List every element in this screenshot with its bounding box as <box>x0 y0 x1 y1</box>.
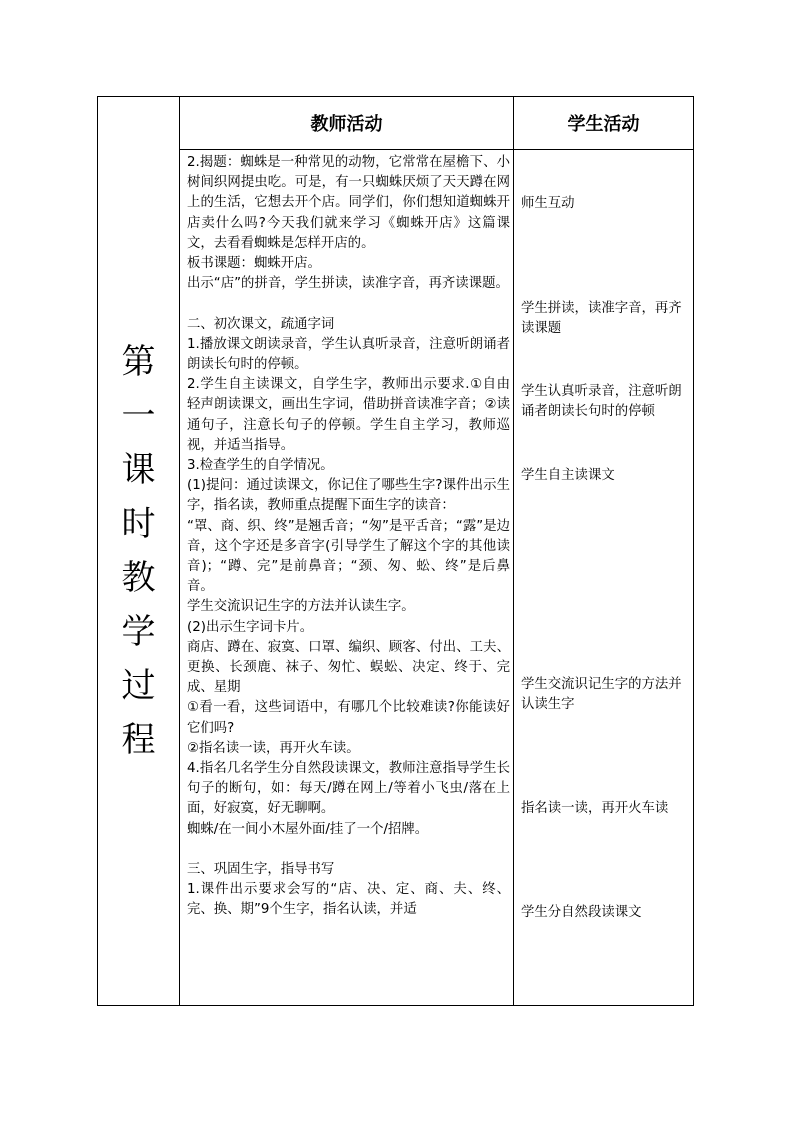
lesson-period-label <box>98 97 179 1005</box>
side-char: 一 <box>121 396 156 436</box>
teacher-paragraph: 2.揭题：蜘蛛是一种常见的动物，它常常在屋檐下、小树间织网提虫吃。可是，有一只蜘蛛厌烦了天天蹲在网上的生活，它想去开个店。同学们，你们想知道蜘蛛开店卖什么吗?今天我们就来学习《蜘蛛开店》这篇课文，去看看蜘蛛是怎样开店的。 <box>187 155 510 251</box>
teacher-paragraph-blank <box>187 840 510 860</box>
teacher-section-heading: 三、巩固生字，指导书写 <box>187 862 335 878</box>
teacher-paragraph: 1.课件出示要求会写的“店、决、定、商、夫、终、完、换、期”9个生字，指名认读，并适 <box>187 882 510 918</box>
teacher-paragraph: 1.播放课文朗读录音，学生认真听录音，注意听朗诵者朗读长句时的停顿。 <box>187 336 510 373</box>
side-char: 课 <box>121 450 156 490</box>
student-note: 学生分自然段读课文 <box>521 905 642 920</box>
teacher-paragraph: 学生交流识记生字的方法并认读生字。 <box>187 599 415 615</box>
teacher-paragraph: 商店、蹲在、寂寞、口罩、编织、顾客、付出、工夫、更换、长颈鹿、袜子、匆忙、蜈蚣、决定、终于、完成、星期 <box>187 639 510 696</box>
teacher-section-heading: 二、初次课文，疏通字词 <box>187 316 335 332</box>
table-border-right <box>693 96 694 1006</box>
teacher-paragraph: “罩、商、织、终”是翘舌音；“匆”是平舌音；“露”是边音，这个字还是多音字(引导学生了解这个字的其他读音)；“蹲、完”是前鼻音；“颈、匆、蚣、终”是后鼻音。 <box>187 518 510 595</box>
teacher-paragraph: 板书课题：蜘蛛开店。 <box>187 256 321 272</box>
side-char: 过 <box>121 666 156 706</box>
side-char: 教 <box>121 558 156 598</box>
table-divider-middle <box>513 96 514 1006</box>
student-note: 学生认真听录音，注意听朗诵者朗读长句时的停顿 <box>521 384 682 420</box>
side-char: 时 <box>121 504 156 544</box>
student-note: 师生互动 <box>521 196 575 211</box>
teacher-paragraph: 4.指名几名学生分自然段读课文，教师注意指导学生长句子的断句，如：每天/蹲在网上/等着小飞虫/落在上面，好寂寞，好无聊啊。 <box>187 761 510 817</box>
teacher-paragraph: 蜘蛛/在一间小木屋外面/挂了一个/招牌。 <box>187 821 429 837</box>
teacher-paragraph: ②指名读一读，再开火车读。 <box>187 740 360 756</box>
teacher-paragraph: (1)提问：通过读课文，你记住了哪些生字?课件出示生字，指名读，教师重点提醒下面生字的读音： <box>187 478 510 514</box>
student-activity-header: 学生活动 <box>567 114 640 135</box>
student-note: 学生拼读，读准字音，再齐读课题 <box>521 301 682 337</box>
teacher-paragraph: 3.检查学生的自学情况。 <box>187 458 334 474</box>
side-char: 学 <box>121 612 156 652</box>
teacher-paragraph: ①看一看，这些词语中，有哪几个比较难读?你能读好它们吗? <box>187 700 510 736</box>
side-char: 程 <box>121 720 156 760</box>
teacher-paragraph-blank <box>187 294 510 314</box>
teacher-paragraph: 出示“店”的拼音，学生拼读，读准字音，再齐读课题。 <box>187 276 509 292</box>
table-divider-side <box>179 96 180 1006</box>
table-header-line <box>179 149 694 150</box>
student-note: 指名读一读，再开火车读 <box>521 801 669 816</box>
teacher-activity-header: 教师活动 <box>310 114 383 135</box>
teacher-activity-content <box>187 153 510 921</box>
student-note: 学生自主读课文 <box>521 468 615 483</box>
teacher-paragraph: 2.学生自主读课文，自学生字，教师出示要求.①自由轻声朗读课文，画出生字词，借助拼音读准字音；②读通句子，注意长句子的停顿。学生自主学习，教师巡视，并适当指导。 <box>187 377 510 453</box>
table-border-bottom <box>97 1005 694 1006</box>
teacher-paragraph: (2)出示生字词卡片。 <box>187 619 314 635</box>
side-char: 第 <box>121 342 156 382</box>
student-note: 学生交流识记生字的方法并认读生字 <box>521 677 682 713</box>
